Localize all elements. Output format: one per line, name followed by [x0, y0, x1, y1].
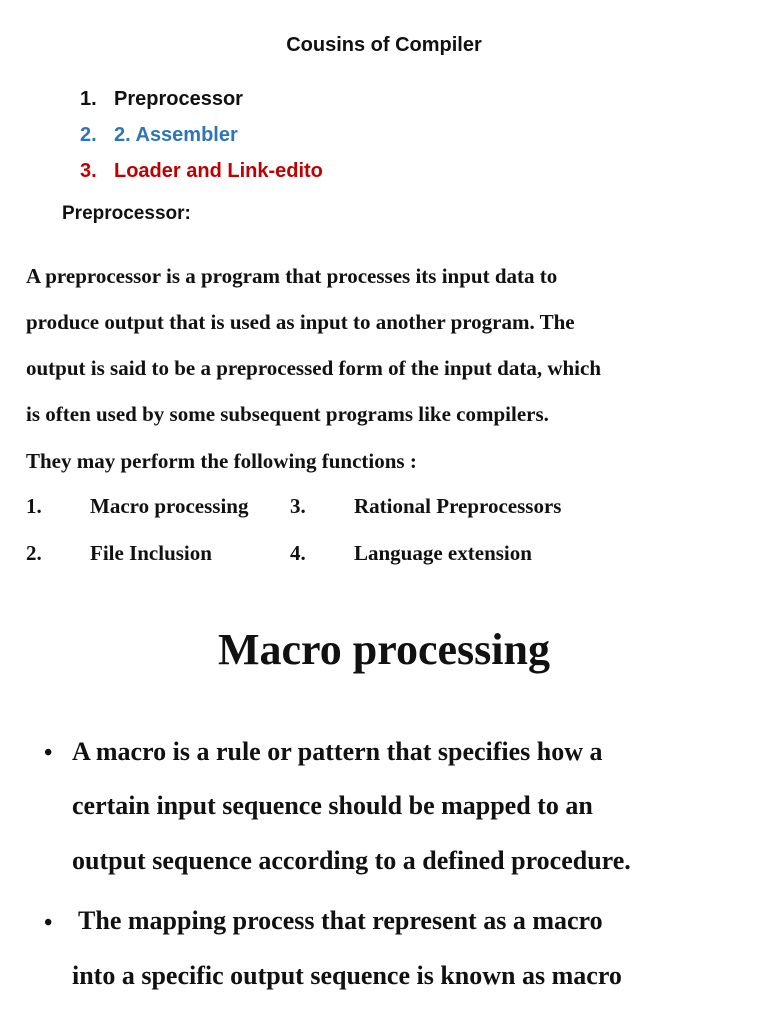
function-name: File Inclusion — [90, 541, 212, 565]
bullet-line: certain input sequence should be mapped to an — [72, 791, 593, 820]
paragraph-line: They may perform the following functions : — [26, 449, 417, 473]
cousin-item-loader — [80, 160, 323, 183]
cousin-item-label: Loader and Link-edito — [114, 160, 323, 182]
page-title: Cousins of Compiler — [286, 34, 482, 56]
bullet-line: A macro is a rule or pattern that specifies how a — [72, 737, 603, 766]
bullet-icon: • — [44, 740, 53, 766]
function-name: Rational Preprocessors — [354, 494, 562, 518]
function-number: 1. — [26, 494, 42, 518]
function-name: Language extension — [354, 541, 532, 565]
cousin-item-preprocessor — [80, 88, 243, 111]
cousin-item-label: 2. Assembler — [114, 124, 238, 146]
cousin-item-assembler — [80, 124, 238, 147]
cousin-item-number: 2. — [80, 124, 97, 146]
function-number: 4. — [290, 541, 306, 565]
function-number: 2. — [26, 541, 42, 565]
paragraph-line: is often used by some subsequent programs like compilers. — [26, 402, 549, 426]
paragraph-line: produce output that is used as input to another program. The — [26, 310, 575, 334]
bullet-icon: • — [44, 910, 53, 936]
cousin-item-number: 3. — [80, 160, 97, 182]
paragraph-line: A preprocessor is a program that processes its input data to — [26, 264, 558, 288]
preprocessor-heading: Preprocessor: — [62, 203, 191, 224]
bullet-line: The mapping process that represent as a macro — [72, 906, 603, 935]
cousin-item-label: Preprocessor — [114, 88, 243, 110]
bullet-line: into a specific output sequence is known as macro — [72, 961, 622, 990]
section-title: Macro processing — [218, 625, 550, 674]
bullet-line: output sequence according to a defined procedure. — [72, 846, 631, 875]
function-number: 3. — [290, 494, 306, 518]
function-name: Macro processing — [90, 494, 249, 518]
cousin-item-number: 1. — [80, 88, 97, 110]
paragraph-line: output is said to be a preprocessed form of the input data, which — [26, 356, 602, 380]
